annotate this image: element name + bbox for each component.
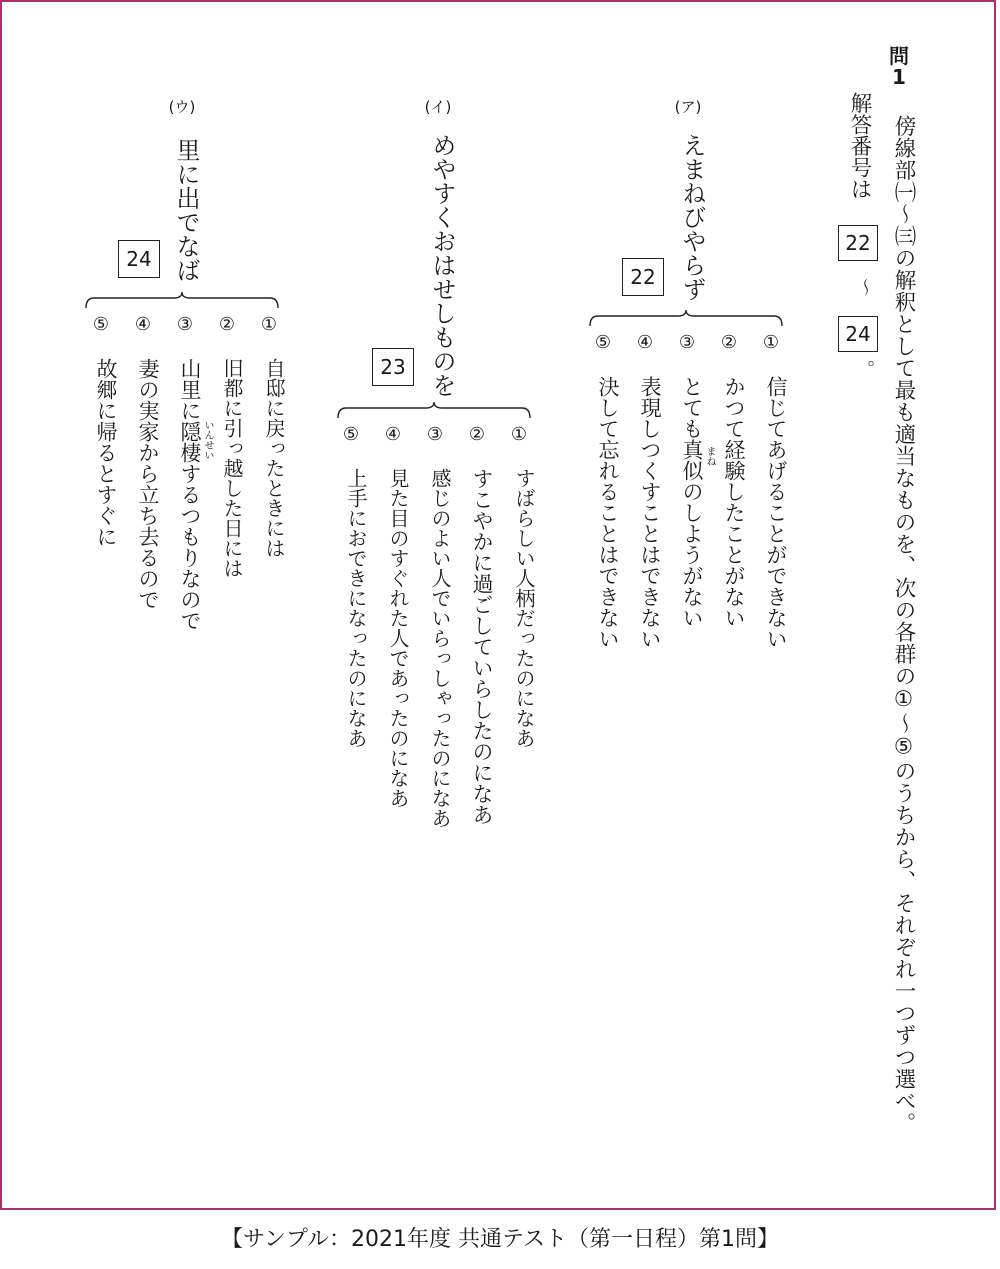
part-a-option-3-number: ③ — [678, 332, 696, 353]
part-b-option-5-number: ⑤ — [342, 424, 360, 445]
part-b-brace — [336, 402, 532, 420]
part-c-option-4-number: ④ — [134, 314, 152, 335]
answer-range-end-box: 24 — [838, 316, 878, 352]
question-instruction: 傍線部㈠～㈢の解釈として最も適当なものを、次の各群の①～⑤のうちから、それぞれ一つずつ選べ。 — [891, 115, 916, 1134]
part-a-brace — [588, 310, 784, 328]
part-a-option-4-number: ④ — [636, 332, 654, 353]
sample-caption: 【サンプル：2021年度 共通テスト（第一日程）第1問】 — [220, 1227, 780, 1252]
part-c-option-2: 旧都に引っ越した日には — [220, 358, 244, 578]
part-label-c: (ウ) — [168, 98, 196, 116]
part-b-option-1-number: ① — [510, 424, 528, 445]
part-c-option-1-number: ① — [260, 314, 278, 335]
part-b-option-3: 感じのよい人でいらっしゃったのになあ — [428, 468, 452, 828]
part-label-b: (イ) — [424, 98, 452, 116]
part-a-option-5-number: ⑤ — [594, 332, 612, 353]
part-b-option-4: 見た目のすぐれた人であったのになあ — [386, 468, 410, 808]
part-a-option-2-number: ② — [720, 332, 738, 353]
part-c-option-3: 山里に隠棲するつもりなので — [178, 358, 202, 631]
part-a-option-5: 決して忘れることはできない — [596, 376, 620, 649]
part-b-option-5: 上手におできになったのになあ — [344, 468, 368, 748]
part-c-option-3-number: ③ — [176, 314, 194, 335]
part-c-option-4: 妻の実家から立ち去るので — [136, 358, 160, 610]
part-a-option-3: とても真似のしようがない — [680, 376, 704, 628]
part-a-ruby-mane: まね — [704, 446, 715, 466]
part-c-option-5: 故郷に帰るとすぐに — [94, 358, 118, 547]
part-c-ruby-insei: いんせい — [202, 420, 213, 460]
part-a-option-2: かつて経験したことがない — [722, 376, 746, 628]
part-a-option-4: 表現しつくすことはできない — [638, 376, 662, 649]
part-b-option-2: すこやかに過ごしていらしたのになあ — [470, 468, 494, 825]
answer-prefix: 解答番号は — [847, 92, 872, 200]
answer-range-start-box: 22 — [838, 225, 878, 261]
part-b-option-1: すばらしい人柄だったのになあ — [512, 468, 536, 748]
part-c-stem: 里に出でなば — [172, 138, 200, 282]
part-a-option-1: 信じてあげることができない — [764, 376, 788, 649]
part-c-option-1: 自邸に戻ったときには — [262, 358, 286, 558]
answer-range-tilde: ～ — [854, 278, 875, 296]
answer-period: 。 — [854, 360, 875, 378]
part-c-answer-box: 24 — [118, 240, 160, 278]
part-a-answer-box: 22 — [622, 258, 664, 296]
part-b-option-3-number: ③ — [426, 424, 444, 445]
part-a-stem: えまねびやらず — [678, 133, 706, 301]
part-b-answer-box: 23 — [372, 348, 414, 386]
part-label-a: (ア) — [674, 98, 702, 116]
part-b-option-4-number: ④ — [384, 424, 402, 445]
question-number: 問 1 — [889, 44, 909, 89]
part-c-brace — [84, 292, 280, 310]
part-b-stem: めやすくおはせしものを — [428, 133, 456, 397]
part-c-option-5-number: ⑤ — [92, 314, 110, 335]
part-c-option-2-number: ② — [218, 314, 236, 335]
part-a-option-1-number: ① — [762, 332, 780, 353]
part-b-option-2-number: ② — [468, 424, 486, 445]
